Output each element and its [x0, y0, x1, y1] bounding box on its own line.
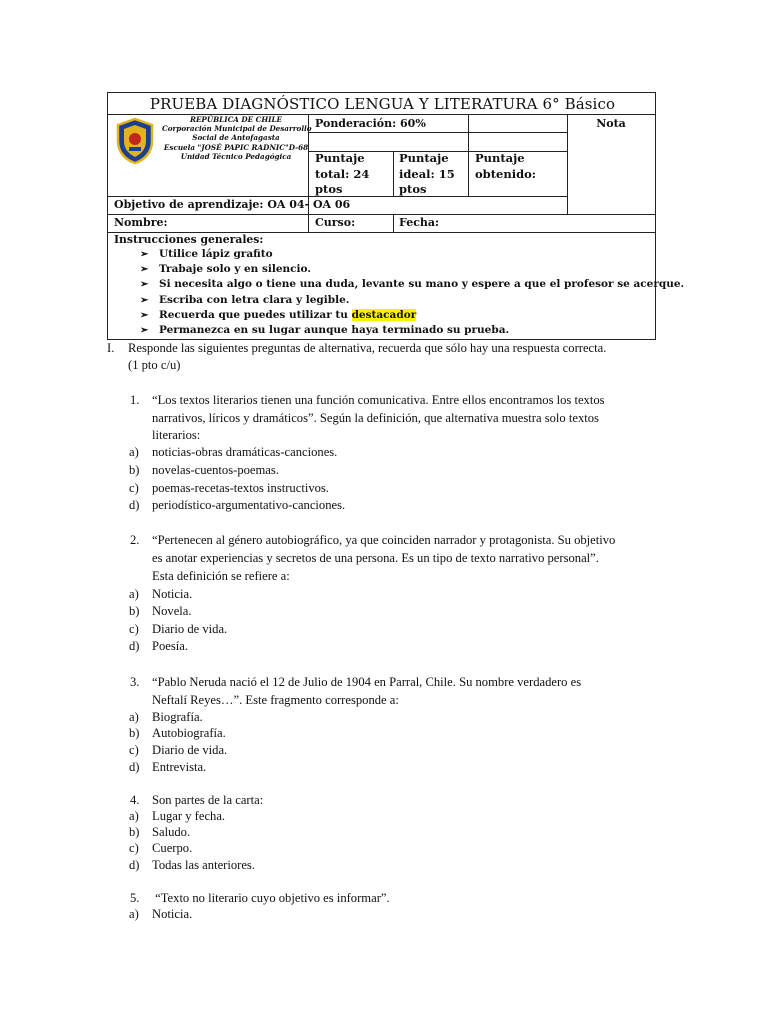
- option-letter[interactable]: b): [129, 726, 140, 740]
- question-number: 1.: [130, 393, 140, 407]
- question-number: 5.: [130, 891, 140, 905]
- option-text[interactable]: Cuerpo.: [152, 841, 193, 855]
- section-instruction-line: Responde las siguientes preguntas de alternativa, recuerda que sólo hay una respuesta correcta.: [128, 341, 607, 355]
- option-letter[interactable]: b): [129, 825, 140, 839]
- option-text[interactable]: Noticia.: [152, 587, 193, 601]
- section-instruction-line: (1 pto c/u): [128, 358, 181, 372]
- highlighted-word: destacador: [351, 308, 417, 321]
- exam-header-table: [107, 92, 685, 340]
- school-info: [162, 115, 310, 161]
- puntaje-obtenido-line: Puntaje: [475, 151, 525, 165]
- option-letter[interactable]: a): [129, 907, 139, 921]
- instruccion-text: Permanezca en su lugar aunque haya terminado su prueba.: [159, 324, 510, 337]
- puntaje-total-line: Puntaje: [315, 151, 365, 165]
- objetivo-aprendizaje: Objetivo de aprendizaje: OA 04- OA 06: [114, 198, 351, 211]
- school-line: Social de Antofagasta: [192, 133, 280, 143]
- option-text[interactable]: Novela.: [152, 604, 192, 618]
- option-letter[interactable]: b): [129, 463, 140, 477]
- option-text[interactable]: Entrevista.: [152, 760, 207, 774]
- instruccion-item: [114, 262, 654, 277]
- arrow-bullet-icon: ➢: [140, 325, 149, 337]
- question-text-line: “Los textos literarios tienen una función comunicativa. Entre ellos encontramos los textos: [152, 393, 605, 407]
- nombre-field[interactable]: Nombre:: [114, 216, 168, 229]
- instruccion-text: Trabaje solo y en silencio.: [159, 263, 312, 276]
- option-letter[interactable]: a): [129, 710, 139, 724]
- option-text[interactable]: Diario de vida.: [152, 743, 228, 757]
- puntaje-ideal-line: ideal: 15: [399, 166, 455, 181]
- school-crest-icon: [114, 117, 156, 165]
- section-number: I.: [107, 341, 115, 355]
- question-text-line: “Pablo Neruda nació el 12 de Julio de 1904 en Parral, Chile. Su nombre verdadero es: [152, 675, 582, 689]
- question-number: 4.: [130, 793, 140, 807]
- nota-label: Nota: [596, 117, 626, 130]
- option-text[interactable]: Todas las anteriores.: [152, 858, 255, 872]
- option-letter[interactable]: a): [129, 445, 139, 459]
- option-text[interactable]: Diario de vida.: [152, 622, 228, 636]
- arrow-bullet-icon: ➢: [140, 279, 149, 291]
- instruccion-item: [114, 293, 654, 308]
- option-text[interactable]: Saludo.: [152, 825, 191, 839]
- instrucciones-title: Instrucciones generales:: [114, 233, 264, 246]
- instruccion-item: [114, 323, 654, 338]
- question-number: 2.: [130, 533, 140, 547]
- school-line: Escuela "JOSÉ PAPIC RADNIC"D-68: [163, 142, 309, 152]
- option-letter[interactable]: d): [129, 760, 140, 774]
- arrow-bullet-icon: ➢: [140, 264, 149, 276]
- ponderacion-label: Ponderación: 60%: [315, 117, 426, 130]
- question-text-line: Esta definición se refiere a:: [152, 569, 290, 583]
- curso-field[interactable]: Curso:: [315, 216, 356, 229]
- question-text-line: Son partes de la carta:: [152, 793, 264, 807]
- puntaje-ideal-line: Puntaje: [399, 151, 449, 165]
- option-letter[interactable]: b): [129, 604, 140, 618]
- instruccion-text: Utilice lápiz grafito: [159, 248, 273, 260]
- school-line: REPÚBLICA DE CHILE: [189, 115, 283, 124]
- option-letter[interactable]: c): [129, 481, 139, 495]
- puntaje-total: [315, 151, 369, 198]
- puntaje-ideal: [399, 151, 455, 198]
- instrucciones-block: [114, 233, 685, 338]
- instruccion-item: [114, 308, 654, 323]
- option-letter[interactable]: c): [129, 622, 139, 636]
- exam-title: PRUEBA DIAGNÓSTICO LENGUA Y LITERATURA 6° Básico: [149, 95, 616, 113]
- option-text[interactable]: novelas-cuentos-poemas.: [152, 463, 279, 477]
- puntaje-obtenido: [475, 151, 536, 182]
- puntaje-ideal-line: ptos: [399, 182, 427, 196]
- school-line: Corporación Municipal de Desarrollo: [162, 124, 312, 134]
- option-text[interactable]: Biografía.: [152, 710, 203, 724]
- option-text[interactable]: poemas-recetas-textos instructivos.: [152, 481, 329, 495]
- instrucciones-list: [114, 247, 685, 338]
- option-letter[interactable]: c): [129, 841, 139, 855]
- question-text-line: “Pertenecen al género autobiográfico, ya que coinciden narrador y protagonista. Su objetivo: [152, 533, 616, 547]
- option-letter[interactable]: a): [129, 809, 139, 823]
- question-text-line: narrativos, líricos y dramáticos”. Según la definición, que alternativa muestra solo textos: [152, 411, 599, 425]
- fecha-field[interactable]: Fecha:: [399, 216, 440, 229]
- arrow-bullet-icon: ➢: [140, 249, 149, 260]
- option-letter[interactable]: c): [129, 743, 139, 757]
- option-text[interactable]: Noticia.: [152, 907, 193, 921]
- option-text[interactable]: noticias-obras dramáticas-canciones.: [152, 445, 338, 459]
- question-text-line: “Texto no literario cuyo objetivo es informar”.: [152, 891, 390, 905]
- question-text-line: es anotar experiencias y secretos de una persona. Es un tipo de texto narrativo personal”.: [152, 551, 599, 565]
- instruccion-item: [114, 247, 654, 262]
- question-text-line: literarios:: [152, 428, 201, 442]
- instruccion-text: Recuerda que puedes utilizar tu: [159, 308, 352, 321]
- option-letter[interactable]: d): [129, 498, 140, 512]
- instruccion-text: Si necesita algo o tiene una duda, levante su mano y espere a que el profesor se acerque.: [159, 278, 685, 291]
- option-text[interactable]: Autobiografía.: [152, 726, 226, 740]
- option-letter[interactable]: a): [129, 587, 139, 601]
- puntaje-total-line: ptos: [315, 182, 343, 196]
- option-letter[interactable]: d): [129, 639, 140, 653]
- option-text[interactable]: periodístico-argumentativo-canciones.: [152, 498, 346, 512]
- instruccion-text: Escriba con letra clara y legible.: [159, 293, 350, 306]
- option-text[interactable]: Poesía.: [152, 639, 189, 653]
- question-text-line: Neftalí Reyes…”. Este fragmento corresponde a:: [152, 693, 399, 707]
- option-text[interactable]: Lugar y fecha.: [152, 809, 226, 823]
- instruccion-item: [114, 277, 685, 292]
- school-line: Unidad Técnico Pedagógica: [180, 151, 292, 161]
- option-letter[interactable]: d): [129, 858, 140, 872]
- puntaje-total-line: total: 24: [315, 166, 370, 181]
- question-number: 3.: [130, 675, 140, 689]
- arrow-bullet-icon: ➢: [140, 294, 149, 306]
- arrow-bullet-icon: ➢: [140, 309, 149, 321]
- puntaje-obtenido-line: obtenido:: [475, 166, 537, 181]
